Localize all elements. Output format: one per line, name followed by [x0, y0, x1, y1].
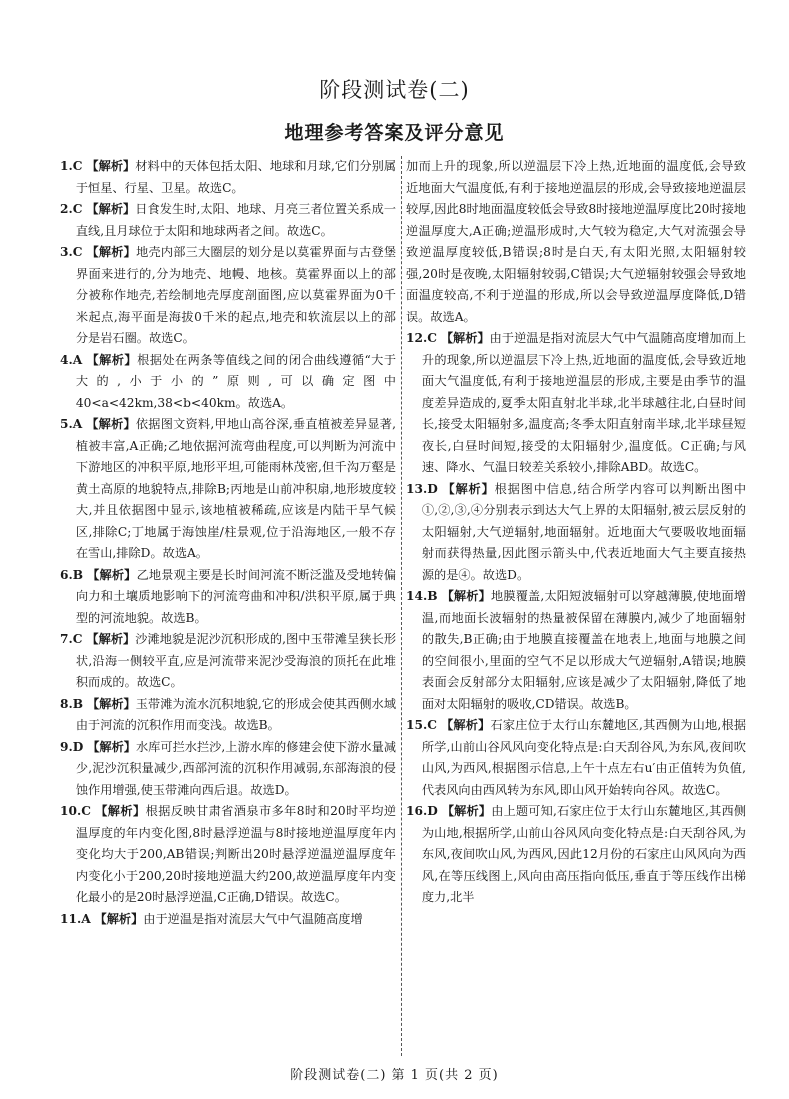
right-column — [406, 156, 746, 1056]
answer-item — [406, 801, 746, 909]
page-footer: 阶段测试卷(二) 第 1 页(共 2 页) — [290, 1068, 499, 1083]
answer-text: 水库可拦水拦沙,上游水库的修建会使下游水量减少,泥沙沉积量减少,西部河流的沉积作用减弱,东部海浪的侵蚀作用增强,使玉带滩向西后退。故选D。 — [75, 739, 396, 797]
answer-number: 16.D — [406, 804, 438, 818]
analysis-tag: 【解析】 — [86, 632, 136, 646]
answer-text: 乙地景观主要是长时间河流不断泛滥及受地转偏向力和土壤质地影响下的河流弯曲和冲积/洪积平原,属于典型的河流地貌。故选B。 — [75, 567, 396, 625]
answer-number: 6.B — [60, 567, 84, 582]
answer-number: 12.C — [406, 331, 437, 345]
analysis-tag: 【解析】 — [86, 245, 137, 259]
answer-number: 10.C — [60, 804, 91, 818]
answer-item — [406, 586, 746, 715]
column-divider — [401, 156, 402, 1056]
answer-text: 由于逆温是指对流层大气中气温随高度增 — [143, 911, 363, 926]
answer-number: 14.B — [406, 589, 438, 603]
answer-item — [60, 565, 396, 630]
answer-item — [60, 414, 396, 565]
analysis-tag: 【解析】 — [87, 567, 137, 582]
answer-text: 根据处在两条等值线之间的闭合曲线遵循“大于大的,小于小的”原则,可以确定图中40<a<42km,38<b<40km。故选A。 — [75, 352, 396, 410]
answer-text: 地膜覆盖,太阳短波辐射可以穿越薄膜,使地面增温,而地面长波辐射的热量被保留在薄膜内,减少了地面辐射的散失,B正确;由于地膜直接覆盖在地表上,地面与地膜之间的空间很小,里面的空气不足以形成大气逆辐射,A错误;地膜表面会反射部分太阳辐射,应该是减少了太阳辐射,降低了地面对太阳辐射的吸收,CD错误。故选B。 — [421, 589, 746, 711]
answer-number: 15.C — [406, 718, 437, 732]
answer-item — [60, 737, 396, 802]
answer-text: 加而上升的现象,所以逆温层下冷上热,近地面的温度低,会导致近地面大气温度低,有利于接地逆温层的形成,会导致接地逆温层较厚,因此8时地面温度较低会导致8时接地逆温厚度比20时接地逆温厚度大,A正确;逆温形成时,大气较为稳定,大气对流强会导致逆温厚度较低,B错误;8时是白天,有太阳光照,太阳辐射较强,20时是夜晚,太阳辐射较弱,C错误;大气逆辐射较强会导致地面温度较高,不利于逆温的形成,所以会导致逆温厚度降低,D错误。故选A。 — [406, 159, 746, 324]
analysis-tag: 【解析】 — [86, 417, 136, 431]
analysis-tag: 【解析】 — [440, 718, 491, 732]
answer-item — [406, 479, 746, 587]
analysis-tag: 【解析】 — [440, 331, 490, 345]
answer-number: 5.A — [60, 417, 83, 431]
answer-number: 1.C — [60, 159, 83, 173]
answer-text: 玉带滩为流水沉积地貌,它的形成会使其西侧水域由于河流的沉积作用而变浅。故选B。 — [75, 696, 396, 732]
answer-number: 2.C — [60, 202, 83, 216]
answer-text: 根据反映甘肃省酒泉市多年8时和20时平均逆温厚度的年内变化图,8时悬浮逆温与8时接地逆温厚度年内变化均大于200,AB错误;判断出20时悬浮逆温逆温厚度年内变化小于200,20时接地逆温大约200,故逆温厚度年内变化最小的是20时悬浮逆温,C正确,D错误。故选C。 — [75, 804, 396, 904]
analysis-tag: 【解析】 — [94, 911, 144, 926]
answer-text: 沙滩地貌是泥沙沉积形成的,图中玉带滩呈狭长形状,沿海一侧较平直,应是河流带来泥沙受海浪的顶托在此堆积而成的。故选C。 — [75, 632, 396, 689]
answer-number: 3.C — [60, 245, 83, 259]
answer-item — [60, 156, 396, 199]
answer-item — [60, 694, 396, 737]
answer-item — [60, 629, 396, 694]
answer-item — [60, 199, 396, 242]
answer-number: 7.C — [60, 632, 83, 646]
analysis-tag: 【解析】 — [86, 202, 136, 216]
answer-number: 8.B — [60, 696, 84, 711]
analysis-tag: 【解析】 — [86, 352, 138, 367]
answer-text: 根据图中信息,结合所学内容可以判断出图中①,②,③,④分别表示到达大气上界的太阳辐射,被云层反射的太阳辐射,大气逆辐射,地面辐射。近地面大气要吸收地面辐射而获得热量,因此图示箭头中,代表近地面大气主要直接热源的是④。故选D。 — [421, 481, 746, 582]
answer-text: 依据图文资料,甲地山高谷深,垂直植被差异显著,植被丰富,A正确;乙地依据河流弯曲程度,可以判断为河流中下游地区的冲积平原,地形平坦,可能雨林茂密,但千沟万壑是黄土高原的地貌特点,排除B;丙地是山前冲积扇,地形坡度较大,并且依据图中显示,该地植被稀疏,应该是内陆干旱气候区,排除C;丁地属于海蚀崖/柱景观,位于沿海地区,一般不存在雪山,排除D。故选A。 — [75, 417, 396, 560]
analysis-tag: 【解析】 — [441, 804, 492, 818]
answer-item — [406, 328, 746, 479]
answer-text: 石家庄位于太行山东麓地区,其西侧为山地,根据所学,山前山谷风风向变化特点是:白天刮谷风,为东风,夜间吹山风,为西风,根据图示信息,上午十点左右u′由正值转为负值,代表风向由西风转为东风,即山风开始转向谷风。故选C。 — [421, 718, 746, 797]
page-title: 阶段测试卷(二) — [319, 78, 470, 102]
analysis-tag: 【解析】 — [86, 159, 136, 173]
answer-item — [60, 350, 396, 415]
analysis-tag: 【解析】 — [95, 804, 146, 818]
answer-text: 地壳内部三大圈层的划分是以莫霍界面与古登堡界面来进行的,分为地壳、地幔、地核。莫霍界面以上的部分被称作地壳,若绘制地壳厚度剖面图,应以莫霍界面为0千米起点,海平面是海拔0千米的起点,地壳和软流层以上的部分是岩石圈。故选C。 — [75, 245, 396, 345]
answer-item — [60, 909, 396, 931]
page-subtitle: 地理参考答案及评分意见 — [284, 122, 505, 144]
analysis-tag: 【解析】 — [441, 589, 491, 603]
answer-item — [60, 242, 396, 350]
answer-text: 材料中的天体包括太阳、地球和月球,它们分别属于恒星、行星、卫星。故选C。 — [75, 159, 396, 195]
answer-text: 由上题可知,石家庄位于太行山东麓地区,其西侧为山地,根据所学,山前山谷风风向变化特点是:白天刮谷风,为东风,夜间吹山风,为西风,因此12月份的石家庄山风风向为西风,在等压线图上,风向由高压指向低压,垂直于等压线作出梯度力,北半 — [421, 804, 746, 904]
answer-number: 9.D — [60, 739, 84, 754]
answer-number: 13.D — [406, 481, 438, 496]
answer-number: 11.A — [60, 911, 91, 926]
answer-number: 4.A — [60, 352, 83, 367]
left-column — [60, 156, 396, 1056]
answer-item — [406, 715, 746, 801]
answer-text: 日食发生时,太阳、地球、月亮三者位置关系成一直线,且月球位于太阳和地球两者之间。故选C。 — [75, 202, 396, 238]
analysis-tag: 【解析】 — [442, 481, 495, 496]
answer-item — [60, 801, 396, 909]
analysis-tag: 【解析】 — [86, 696, 136, 711]
answer-text: 由于逆温是指对流层大气中气温随高度增加而上升的现象,所以逆温层下冷上热,近地面的温度低,会导致近地面大气温度低,有利于接地逆温层的形成,主要是由季节的温度差异造成的,夏季太阳直射北半球,北半球越往北,白昼时间长,接受太阳辐射多,温度高;冬季太阳直射南半球,北半球昼短夜长,白昼时间短,接受的太阳辐射少,温度低。C正确;与风速、降水、气温日较差关系较小,排除ABD。故选C。 — [421, 331, 746, 474]
analysis-tag: 【解析】 — [87, 739, 136, 754]
answer-item — [406, 156, 746, 328]
